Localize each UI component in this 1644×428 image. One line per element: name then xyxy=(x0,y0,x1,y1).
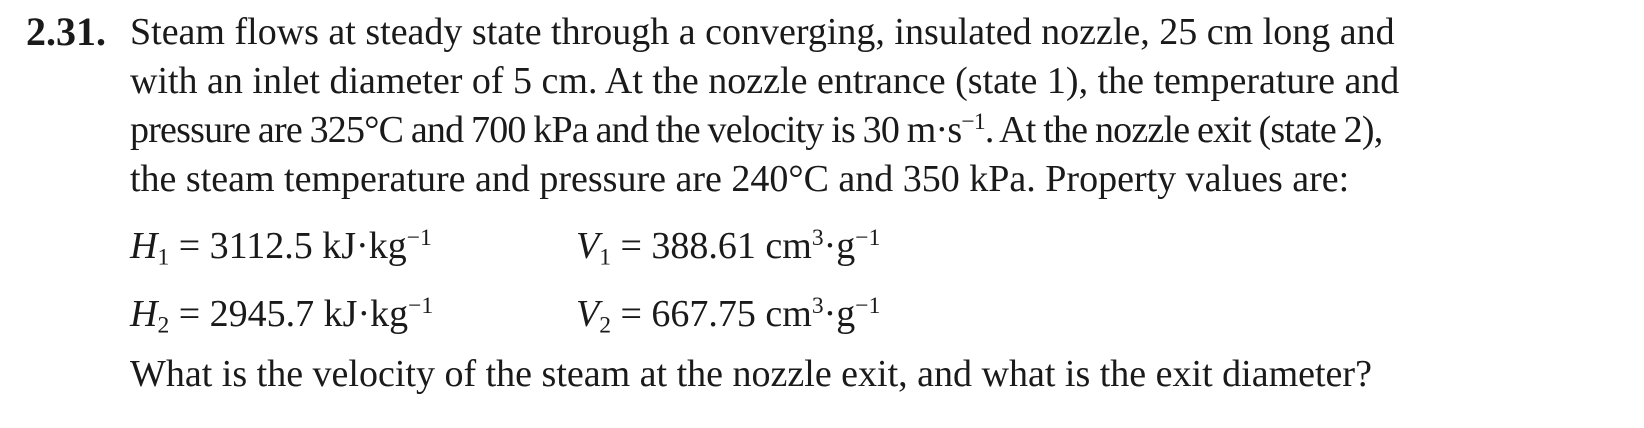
v1-unit-mid: ·g xyxy=(823,225,856,267)
line3-exponent: −1 xyxy=(961,109,985,136)
h2-exponent: −1 xyxy=(408,293,434,320)
problem-line-2: with an inlet diameter of 5 cm. At the nozzle entrance (state 1), the temperature and xyxy=(130,60,1400,102)
v1-cube-exponent: 3 xyxy=(811,225,824,252)
property-v2 xyxy=(576,280,880,348)
line3-text-before: pressure are 325°C and 700 kPa and the velocity is 30 m·s xyxy=(130,109,962,151)
property-row-2 xyxy=(130,280,1626,348)
h1-symbol: H xyxy=(130,225,158,267)
h2-value: = 2945.7 kJ·kg xyxy=(169,293,409,335)
property-h2 xyxy=(130,280,433,348)
problem-line-3 xyxy=(130,106,1626,155)
v2-symbol: V xyxy=(576,293,600,335)
problem-number: 2.31. xyxy=(26,9,106,54)
h1-exponent: −1 xyxy=(406,225,432,252)
v1-value: = 388.61 cm xyxy=(611,225,812,267)
v2-unit-mid: ·g xyxy=(823,293,856,335)
property-values xyxy=(130,212,1626,348)
v1-symbol: V xyxy=(576,225,600,267)
v1-subscript: 1 xyxy=(599,244,611,271)
property-h1 xyxy=(130,212,432,280)
h2-subscript: 2 xyxy=(157,312,170,339)
v1-exponent: −1 xyxy=(855,225,881,252)
h2-symbol: H xyxy=(130,293,158,335)
v2-value: = 667.75 cm xyxy=(611,293,812,335)
property-v1 xyxy=(576,212,880,280)
problem-question: What is the velocity of the steam at the nozzle exit, and what is the exit diameter? xyxy=(130,353,1372,395)
problem-line-4: the steam temperature and pressure are 240°C and 350 kPa. Property values are: xyxy=(130,158,1350,200)
h1-value: = 3112.5 kJ·kg xyxy=(169,225,407,267)
v2-exponent: −1 xyxy=(855,293,881,320)
problem-body xyxy=(130,8,1626,399)
v2-subscript: 2 xyxy=(599,312,611,339)
v2-cube-exponent: 3 xyxy=(811,293,824,320)
line3-text-after: . At the nozzle exit (state 2), xyxy=(984,109,1383,151)
h1-subscript: 1 xyxy=(157,244,170,271)
problem-line-1: Steam flows at steady state through a converging, insulated nozzle, 25 cm long and xyxy=(130,11,1395,53)
property-row-1 xyxy=(130,212,1626,280)
